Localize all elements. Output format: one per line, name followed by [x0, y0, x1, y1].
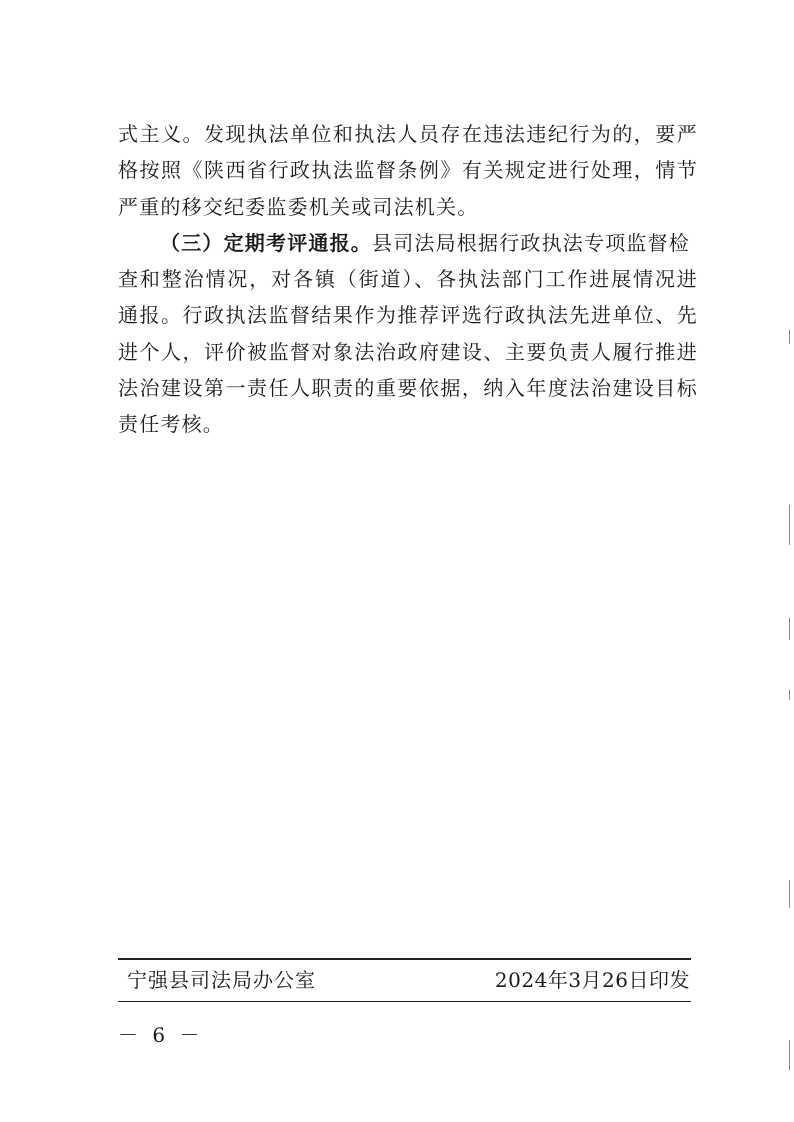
paragraph-line: 法治建设第一责任人职责的重要依据，纳入年度法治建设目标	[118, 376, 698, 401]
scan-artifact	[789, 330, 790, 344]
scan-artifact	[789, 1040, 790, 1070]
paragraph-line: 通报。行政执法监督结果作为推荐评选行政执法先进单位、先	[118, 303, 698, 328]
paragraph-line: 严重的移交纪委监委机关或司法机关。	[118, 194, 479, 219]
print-date: 2024年3月26日印发	[494, 968, 690, 992]
body-text	[118, 116, 698, 443]
paragraph-text: 县司法局根据行政执法专项监督检	[372, 230, 690, 255]
footer-bottom-rule	[118, 1001, 691, 1002]
issuer-name: 宁强县司法局办公室	[127, 968, 316, 992]
paragraph-line: 进个人，评价被监督对象法治政府建设、主要负责人履行推进	[118, 339, 698, 364]
paragraph-line: 格按照《陕西省行政执法监督条例》有关规定进行处理，情节	[118, 158, 698, 183]
paragraph-line: 式主义。发现执法单位和执法人员存在违法违纪行为的，要严	[118, 122, 698, 146]
paragraph-line: 责任考核。	[118, 412, 224, 437]
section-heading: （三）定期考评通报。	[160, 230, 372, 255]
paragraph-first-line	[118, 225, 698, 261]
scan-artifact	[789, 618, 790, 640]
page-number: － 6 －	[118, 1023, 204, 1047]
footer-top-rule	[118, 958, 691, 960]
scan-artifact	[789, 880, 790, 908]
paragraph-line: 查和整治情况，对各镇（街道）、各执法部门工作进展情况进	[118, 267, 698, 292]
scan-artifact	[789, 690, 790, 700]
scan-artifact	[789, 505, 790, 545]
